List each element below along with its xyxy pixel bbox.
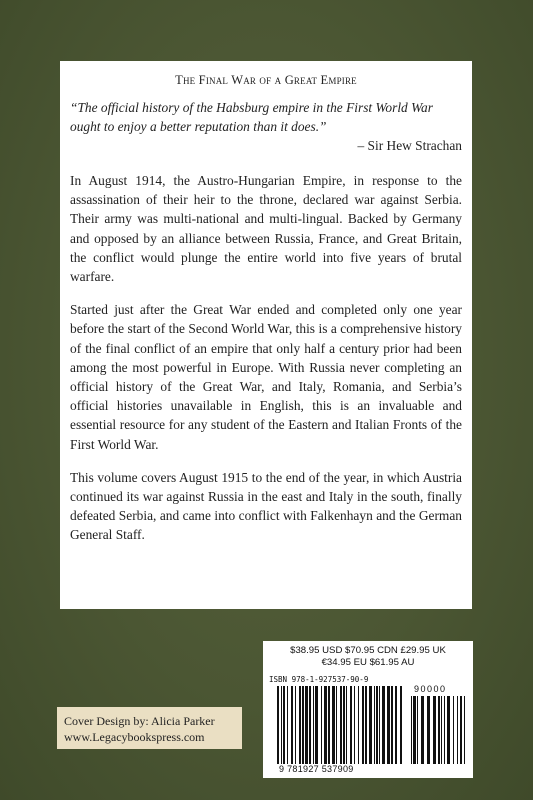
barcode-main-digits: 9 781927 537909	[279, 764, 354, 774]
publisher-website: www.Legacybookspress.com	[64, 730, 205, 744]
price-list-line-2: €34.95 EU $61.95 AU	[321, 657, 415, 668]
barcode-bars-graphic	[269, 686, 467, 774]
cover-credit-box	[57, 707, 242, 749]
isbn-barcode	[269, 686, 467, 774]
blurb-paragraph-1: In August 1914, the Austro-Hungarian Empire, in response to the assassination of their heir to the throne, declared war against Serbia. Their army was multi-national and multi-lingual. Backed by Germany and opposed by an alliance between Russia, France, and Great Britain, the conflict would plunge the entire world into five years of brutal warfare.	[70, 173, 462, 285]
barcode-addon-digits: 90000	[414, 684, 447, 694]
quote-attribution: – Sir Hew Strachan	[357, 138, 462, 153]
back-cover-text-panel	[60, 61, 472, 609]
cover-designer-credit: Cover Design by: Alicia Parker	[64, 714, 215, 728]
price-list-line-1: $38.95 USD $70.95 CDN £29.95 UK	[290, 645, 446, 656]
endorsement-quote: “The official history of the Habsburg empire in the First World War ought to enjoy a better reputation than it does.”	[70, 100, 433, 134]
book-title: The Final War of a Great Empire	[175, 73, 357, 87]
isbn-label: ISBN 978-1-927537-90-9	[269, 675, 369, 684]
blurb-paragraph-2: Started just after the Great War ended and completed only one year before the start of the Second World War, this is a comprehensive history of the final conflict of an empire that only half a century prior had been among the most powerful in Europe. With Russia never completing an official history of the Great War, and Italy, Romania, and Serbia’s official histories unavailable in English, this is an invaluable and essential resource for any student of the Eastern and Italian Fronts of the First World War.	[70, 302, 462, 452]
barcode-panel	[263, 641, 473, 778]
blurb-paragraph-3: This volume covers August 1915 to the end of the year, in which Austria continued its war against Russia in the east and Italy in the south, finally defeated Serbia, and came into conflict with Falkenhayn and the German General Staff.	[70, 469, 462, 543]
